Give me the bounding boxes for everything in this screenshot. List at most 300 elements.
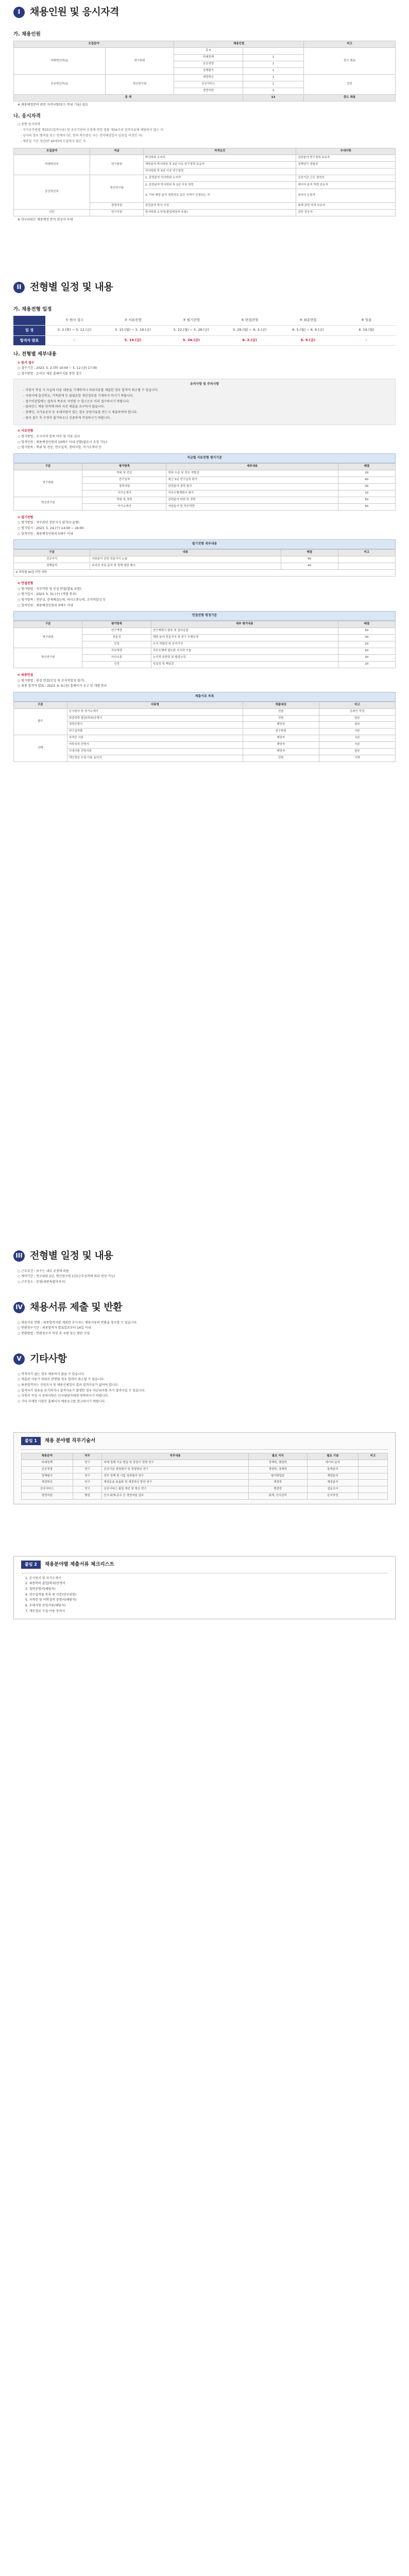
section-title: 전형별 일정 및 내용 (30, 281, 113, 293)
table-cell: 학위 및 전공 (82, 470, 166, 477)
step-label: ④ 면접전형 (220, 316, 279, 326)
col-header: 필요 기술 (307, 1453, 359, 1460)
subheading: 나. 응시자격 (13, 113, 41, 119)
col-header: 채용분야 (22, 1453, 73, 1460)
table-cell: 연구 (73, 1480, 102, 1486)
table-cell: 개인정보 수집·이용 동의서 (67, 755, 243, 762)
table-cell: 인턴 (14, 210, 90, 216)
table-cell: 의사소통 (82, 654, 151, 661)
table-cell: 20 (338, 470, 395, 477)
text-line: ○ 기타 자세한 사항은 홈페이지 채용공고를 참고하시기 바랍니다. (18, 1399, 106, 1403)
text-line: ○ 공통 응시자격 (18, 123, 40, 127)
table-cell: 행정학 (248, 1486, 307, 1493)
table-cell: 정책평가 (22, 1473, 73, 1480)
table-cell (359, 1480, 388, 1486)
notice-line: - 원서 접수 후 수정이 불가하오니 신중하게 작성하시기 바랍니다. (23, 416, 111, 420)
section-header (13, 1298, 396, 1321)
table-cell: 해당자 (243, 722, 319, 728)
attachment-box (13, 1432, 396, 1504)
table-cell: 연구위원 (14, 470, 82, 497)
table-cell: 데이터 분석 (307, 1460, 359, 1466)
col-header: 배점 (338, 463, 395, 470)
table-cell: 정부 정책 및 사업 성과평가 연구 (102, 1473, 248, 1480)
list-item: 1. 응시원서 및 자기소개서 (25, 1576, 61, 1580)
table-cell: 인턴 (304, 75, 396, 95)
section-title: 기타사항 (30, 1353, 67, 1364)
table-cell: 직무역량 (82, 648, 151, 654)
table-cell: 자격증 사본 (67, 735, 243, 742)
col-header: 비고 (304, 41, 396, 48)
notice-line: - 장애인, 국가유공자 등 우대사항이 있는 경우 증빙서류를 반드시 제출하여야 합니다. (23, 411, 138, 414)
table-cell (359, 1493, 388, 1500)
table-cell: 3 (243, 88, 304, 95)
text-line: ○ 계약기간 : 연구위원 2년, 혁신연구원 1년(근무성적에 따라 연장 가능) (18, 1275, 115, 1279)
table-cell: 1 (243, 68, 304, 75)
table-cell: 연구 (73, 1486, 102, 1493)
table-cell: 공공서비스 (174, 81, 243, 88)
table-caption: 제출서류 목록 (13, 692, 396, 702)
table-cell: 데이터 분석 역량 보유자 (296, 182, 396, 189)
col-header: 모집분야 (14, 41, 174, 48)
table-cell: 원본 (319, 722, 395, 728)
table-cell (359, 1486, 388, 1493)
schedule-cell: 5. 15.(월) ~ 5. 19.(금) (104, 326, 162, 335)
table-cell: 재정혁신 (174, 75, 243, 81)
table-cell (359, 1460, 388, 1466)
col-header: 모집분야 (14, 148, 90, 155)
table-cell (359, 1466, 388, 1473)
step-heading: ④ 면접전형 (18, 581, 33, 585)
table-cell: 문서작성 (307, 1493, 359, 1500)
step-label: ① 원서 접수 (45, 316, 104, 326)
headcount-table (13, 41, 396, 101)
table-cell: 1 (243, 61, 304, 68)
schedule-cell: - (45, 336, 104, 346)
table-cell: 재정혁신 (22, 1480, 73, 1486)
table-cell: 해당자 (243, 742, 319, 749)
table-cell: 통계분석 (307, 1466, 359, 1473)
table-cell (338, 556, 395, 563)
col-header: 구분 (14, 702, 67, 708)
table-cell: 공공혁신부(1) (14, 75, 106, 95)
text-line: ○ 평가방법 : 직무역량 및 인성 면접(발표 포함) (18, 587, 81, 591)
text-line: ○ 평가방법 : 직무관련 전문지식 평가(논술형) (18, 521, 80, 525)
subheading: 가. 채용인원 (13, 31, 41, 37)
col-header: 채용인원 (174, 41, 304, 48)
notice-line: - 블라인드 채용 원칙에 따라 사진 제출을 요구하지 않습니다. (23, 405, 105, 409)
table-cell: 해당 분야 전문지식 및 연구 수행능력 (151, 634, 338, 641)
table-cell: 공공서비스 (22, 1486, 73, 1493)
table-cell: 미래 정책 이슈 발굴 및 중장기 전략 연구 (102, 1460, 248, 1466)
section-conditions (0, 1247, 409, 1286)
table-cell: 총 5 (174, 48, 243, 55)
table-cell: 경영지원 (22, 1493, 73, 1500)
list-item: 5. 자격증 및 어학성적 증명서(해당자) (25, 1598, 77, 1602)
step-heading: ③ 필기전형 (18, 515, 33, 519)
col-header: 직무 (73, 1453, 102, 1460)
table-cell: 공공서비스 품질 개선 및 혁신 연구 (102, 1486, 248, 1493)
attachment-tag: 붙임 1 (21, 1437, 41, 1445)
notice-line: - 접수마감일에는 접속자 폭주로 지연될 수 있으므로 미리 접수하시기 바랍니다. (23, 399, 130, 403)
table-cell: 공공경영 (174, 61, 243, 68)
table-cell: 관련분야 경력 평가 (166, 483, 338, 490)
table-cell: 2. 관련분야 학사학위 후 2년 이상 경력 (143, 182, 296, 189)
table-cell: 어학성적 증명서 (67, 742, 243, 749)
attachment-title: 채용 분야별 직무기술서 (44, 1437, 96, 1444)
table-cell: 연구실적물 (67, 728, 243, 735)
section-title: 전형별 일정 및 내용 (30, 1250, 113, 1261)
table-cell: 최근 5년 연구실적 평가 (166, 477, 338, 483)
table-cell: 경력사항 (82, 483, 166, 490)
table-cell: 정책연구 경험자 (296, 162, 396, 168)
row-header (13, 316, 45, 326)
attachment-header (21, 1437, 388, 1445)
attachment-header (21, 1561, 388, 1569)
table-cell: 60 (281, 556, 338, 563)
col-header: 필요 지식 (248, 1453, 307, 1460)
section-schedule (0, 278, 409, 762)
text-line: ○ 평가방법 : 원장 면접(인성 및 조직적합성 평가) (18, 679, 84, 683)
table-cell: 정책평가 (174, 68, 243, 75)
table-cell (338, 563, 395, 569)
list-item: 7. 개인정보 수집·이용 동의서 (25, 1609, 65, 1613)
schedule-grid (13, 316, 396, 345)
table-cell: 20 (338, 661, 395, 668)
table-cell: 주어진 자료 분석 및 정책 대안 제시 (90, 563, 281, 569)
table-cell: 인성 (82, 661, 151, 668)
table-cell: 자기소개서 (82, 503, 166, 510)
section-header (13, 278, 396, 301)
table-cell: 석사학위 후 5년 이상 연구경력 (143, 168, 296, 175)
attachment-1 (0, 1432, 409, 1504)
col-header: 세부 평가내용 (151, 621, 338, 628)
table-cell: 재정운용 효율화 및 재정혁신 방안 연구 (102, 1480, 248, 1486)
table-cell: 미래혁신부(1) (14, 48, 106, 75)
table-cell: 전공지식 (14, 556, 90, 563)
table-cell: 경영지원 (90, 202, 144, 209)
section-number-badge: IV (13, 1302, 25, 1313)
table-cell: 응시원서 및 자기소개서 (67, 708, 243, 715)
table-row (22, 1486, 388, 1493)
text-line: ○ 적격자가 없는 경우 채용하지 않을 수 있습니다. (18, 1372, 85, 1376)
interview-table (13, 621, 396, 668)
col-header: 평가항목 (82, 621, 151, 628)
table-row (22, 1493, 388, 1500)
table-cell: 50 (338, 503, 395, 510)
notice-line: - 지원서에 출신학교, 가족관계 등 불필요한 개인정보를 기재하지 마시기 바랍니다. (23, 394, 134, 398)
table-cell: 1 (243, 75, 304, 81)
section-header (13, 1350, 396, 1372)
table-cell: 미래정책 (174, 55, 243, 61)
table-cell: 논리적 표현력 및 협업능력 (151, 654, 338, 661)
text-line: ○ 반환청구기간 : 최종합격자 발표일로부터 14일 이내 (18, 1326, 91, 1330)
table-note: ※ 연구위원은 채용예정 분야 전공자 우대 (18, 218, 73, 222)
step-label: ⑥ 임용 (337, 316, 396, 326)
table-cell: 우대사항 증빙서류 (67, 749, 243, 755)
text-line: ○ 제출된 서류가 허위로 판명될 경우 합격이 취소될 수 있습니다. (18, 1378, 105, 1382)
table-cell: 연구위원 (14, 628, 82, 648)
table-cell: 50 (338, 497, 395, 503)
table-cell: 계량분석 (307, 1473, 359, 1480)
text-line: ○ 합격인원 : 채용예정인원의 3배수 이내 (18, 603, 73, 607)
table-cell: 최종학력 졸업(학위)증명서 (67, 715, 243, 722)
total-cell: 총 계 (14, 95, 243, 101)
table-cell: 10 (338, 490, 395, 497)
step-label: ② 서류전형 (104, 316, 162, 326)
text-line: ○ 평가일시 : 2023. 5. 31.(수) (개별 통보) (18, 592, 77, 597)
table-cell: 해당분야 박사학위 후 3년 이상 연구경력 보유자 (143, 162, 296, 168)
col-header: 자격요건 (143, 148, 296, 155)
col-header: 비고 (338, 550, 395, 556)
table-cell: 50 (338, 628, 395, 635)
table-cell: 성실성 및 책임감 (151, 661, 338, 668)
attachment-tag: 붙임 2 (21, 1561, 41, 1569)
table-cell: 전원 (243, 715, 319, 722)
table-note: ※ 채용예정분야 관련 자격사항(또는 학위 기술) 필요 (18, 103, 89, 107)
table-cell: 연구위원 (243, 728, 319, 735)
text-line: ○ 최종합격자는 신원조사 및 채용신체검사 결과 결격사유가 없어야 합니다. (18, 1383, 119, 1387)
table-cell: 경력증명서 (67, 722, 243, 728)
section-number-badge: I (13, 7, 25, 18)
row-header: 합격자 발표 (13, 336, 45, 346)
table-cell: 선택 (14, 735, 67, 762)
col-header: 비고 (359, 1453, 388, 1460)
table-cell: 1 (243, 55, 304, 61)
table-cell: 온라인 작성 (319, 708, 395, 715)
table-cell: 공공기관 경영평가 및 경영혁신 연구 (102, 1466, 248, 1473)
table-cell: 연구실적 (82, 477, 166, 483)
table-caption: 면접전형 평정기준 (13, 611, 396, 621)
list-item: 4. 연구실적물 목록 및 사본(연구위원) (25, 1592, 77, 1597)
table-cell: 사본 (319, 742, 395, 749)
table-cell: 회계 관련 자격 보유자 (296, 202, 396, 209)
step-label: ③ 필기전형 (162, 316, 220, 326)
table-cell: 연구계획서 발표 및 질의응답 (151, 628, 338, 635)
table-cell (359, 1473, 388, 1480)
section-header (13, 1247, 396, 1269)
table-cell: 직무수행에 필요한 지식과 기술 (151, 648, 338, 654)
text-line: ○ 접수기간 : 2023. 5. 2.(화) 10:00 ~ 5. 12.(금) 17:00 (18, 366, 97, 370)
text-line: ○ 합격자가 임용을 포기하거나 결격사유가 발생한 경우 차순위자를 추가 합격시킬 수 있습니다. (18, 1388, 146, 1393)
col-header: 평가항목 (82, 463, 166, 470)
table-cell: 관련분야 학사 이상 (143, 202, 296, 209)
section-recruitment (0, 3, 409, 224)
table-cell: 경영학, 경제학 (248, 1466, 307, 1473)
list-item: 2. 최종학력 졸업(학위)증명서 (25, 1582, 65, 1586)
table-row (22, 1480, 388, 1486)
table-cell: 전원 (243, 708, 319, 715)
col-header: 서류명 (67, 702, 243, 708)
table-cell: 사본 (319, 728, 395, 735)
step-heading: ⑤ 최종면접 (18, 673, 33, 677)
col-header: 내용 (90, 550, 281, 556)
schedule-cell: 5. 29.(월) ~ 6. 2.(금) (220, 326, 279, 335)
table-cell: 지원분야 관련 전문지식 논술 (90, 556, 281, 563)
table-cell: 설문조사 (307, 1486, 359, 1493)
col-header: 배점 (281, 550, 338, 556)
schedule-cell: 5. 26.(금) (162, 336, 220, 346)
table-cell: 30 (338, 483, 395, 490)
table-cell: 인사·회계·총무 등 경영지원 업무 (102, 1493, 248, 1500)
text-line: - 남자의 경우 병역필 또는 면제자 (단, 현역 복무중인 자는 전역예정일이 임용일 이전인 자) (21, 133, 143, 138)
schedule-cell: - (337, 336, 396, 346)
col-header: 우대사항 (296, 148, 396, 155)
table-cell: 20 (338, 641, 395, 648)
divider (21, 1449, 388, 1450)
table-cell: 혁신연구원 (14, 497, 82, 510)
table-cell: 연구 (73, 1473, 102, 1480)
table-cell: 연구지원 (90, 210, 144, 216)
table-caption: 직급별 서류전형 평가기준 (13, 453, 396, 463)
section-number-badge: III (13, 1250, 25, 1262)
list-item: 6. 우대사항 증빙서류(해당자) (25, 1604, 65, 1608)
col-header: 세부내용 (166, 463, 338, 470)
text-line: ○ 평가항목 : 전문성, 문제해결능력, 의사소통능력, 조직적합성 등 (18, 598, 106, 602)
section-number-badge: II (13, 282, 25, 293)
table-cell: 사본 (319, 735, 395, 742)
col-header: 제출대상 (243, 702, 319, 708)
text-line: ○ 평가방법 : 응시자격 충족 여부 및 서류 심사 (18, 435, 80, 439)
total-cell: 13 (243, 95, 304, 101)
section-other (0, 1350, 409, 1405)
schedule-cell: 6. 5.(월) ~ 6. 9.(금) (279, 326, 337, 335)
col-header: 배점 (338, 621, 395, 628)
table-cell: 해당자 (243, 735, 319, 742)
total-cell: 중도 채용 (304, 95, 396, 101)
col-header: 구분 (14, 621, 82, 628)
schedule-cell: 5. 19.(금) (104, 336, 162, 346)
table-row (22, 1466, 388, 1473)
table-cell: 1 (243, 81, 304, 88)
checklist (21, 1577, 388, 1614)
table-cell (296, 168, 396, 175)
text-line: ○ 평가항목 : 학위 및 전공, 연구실적, 경력사항, 자기소개서 등 (18, 446, 102, 450)
job-description-table (21, 1453, 388, 1500)
table-cell: 자기소개서 (82, 490, 166, 497)
table-cell: 해당자 (243, 749, 319, 755)
table-cell: 1. 관련분야 석사학위 소지자 (143, 175, 296, 182)
text-line: ○ 근무장소 : 본원(세종특별자치시) (18, 1280, 66, 1284)
step-heading: ① 원서 접수 (18, 361, 35, 365)
table-cell: 평가방법론 (248, 1473, 307, 1480)
table-cell: 중도 채용 (304, 48, 396, 75)
notice-line: - 지원서 작성 시 사실과 다른 내용을 기재하거나 허위서류를 제출한 경우 합격이 취소될 수 있습니다. (23, 388, 159, 393)
table-cell: 재정분석 (307, 1480, 359, 1486)
table-cell: 연구역량 (82, 628, 151, 635)
notice-title: 유의사항 및 주의사항 (190, 382, 219, 386)
table-cell: 경영지원 (174, 88, 243, 95)
table-row (22, 1460, 388, 1466)
table-cell: 공공경영 (22, 1466, 73, 1473)
table-cell: 연구위원 (90, 155, 144, 175)
schedule-cell: 6. 9.(금) (279, 336, 337, 346)
table-cell: 학위 및 경력 (82, 497, 166, 503)
table-cell: 서명 (319, 755, 395, 762)
text-line: ○ 채용서류 반환 : 최종합격자를 제외한 응시자는 채용서류의 반환을 청구할 수 있습니다. (18, 1320, 138, 1325)
table-cell: 원본 (319, 715, 395, 722)
table-cell: 외국어 능통자 (296, 189, 396, 202)
attachment-box (13, 1556, 396, 1619)
table-cell: 연구위원 (105, 48, 174, 75)
table-cell: 조직 적합성 및 공직가치 (151, 641, 338, 648)
table-cell: 지원동기 및 직무역량 (166, 503, 338, 510)
table-cell: 연구 (73, 1466, 102, 1473)
text-line: ○ 반환방법 : 반환청구서 작성 후 우편 또는 방문 수령 (18, 1331, 90, 1335)
table-cell: 공공기관 근무 경력자 (296, 175, 396, 182)
list-item: 3. 경력증명서(해당자) (25, 1587, 56, 1591)
text-line: ○ 합격인원 : 채용예정인원의 10배수 이내 선발(필요시 조정 가능) (18, 440, 107, 444)
table-cell: 40 (338, 477, 395, 483)
table-cell: 필수 (14, 708, 67, 735)
table-cell: 정책분석 (14, 563, 90, 569)
table-cell: 혁신연구원 (105, 75, 174, 95)
text-line: ○ 근무조건 : 보수는 내부 규정에 따름 (18, 1269, 69, 1273)
table-cell: 재정학 (248, 1480, 307, 1486)
attachment-title: 채용분야별 제출서류 체크리스트 (44, 1561, 114, 1567)
table-cell: 전문성 (82, 634, 151, 641)
col-header: 구분 (14, 463, 82, 470)
text-line: ○ 접수방법 : 온라인 채용 홈페이지를 통한 접수 (18, 371, 82, 376)
table-cell: ※ 과목별 40점 미만 과락 (14, 569, 396, 576)
schedule-cell: 5. 2.(화) ~ 5. 12.(금) (45, 326, 104, 335)
text-line: ○ 지원서 작성 시 문의사항은 인사담당자에게 연락하시기 바랍니다. (18, 1394, 109, 1398)
section-header (13, 3, 396, 26)
table-cell: 3. 기타 해당 분야 경력자로 동등 자격이 인정되는 자 (143, 189, 296, 202)
section-title: 채용서류 제출 및 반환 (30, 1301, 123, 1313)
col-header: 구분 (14, 550, 90, 556)
table-cell: 직무수행계획서 평가 (166, 490, 338, 497)
text-line: ○ 합격인원 : 채용예정인원의 5배수 이내 (18, 532, 73, 536)
table-cell: 미래정책 (22, 1460, 73, 1466)
table-cell: 30 (338, 654, 395, 661)
documents-table (13, 702, 396, 762)
table-cell: 박사학위 소지자 (143, 155, 296, 162)
table-cell: 행정 (73, 1493, 102, 1500)
table-cell: 30 (338, 634, 395, 641)
table-cell: 관련 전공자 (296, 210, 396, 216)
text-line: ○ 최종 합격자 발표 : 2023. 6. 9.(금) 홈페이지 공고 및 개별 통보 (18, 684, 107, 688)
subheading: 가. 채용전형 일정 (13, 306, 52, 312)
table-row (22, 1473, 388, 1480)
schedule-cell: 6. 19.(월) (337, 326, 396, 335)
section-return (0, 1298, 409, 1337)
col-header: 비고 (319, 702, 395, 708)
table-cell: 관련분야 학위 및 경력 (166, 497, 338, 503)
table-cell: 혁신연구원 (90, 175, 144, 203)
section-title: 채용인원 및 응시자격 (30, 6, 119, 18)
subheading: 나. 전형별 세부내용 (13, 351, 57, 357)
table-cell (243, 48, 304, 55)
attachment-2 (0, 1556, 409, 1619)
table-cell: 미래혁신부 (14, 155, 90, 175)
text-line: - 채용일 기준 정년(만 60세)에 도달하지 않은 자 (21, 139, 86, 143)
table-cell: 회계, 인사관리 (248, 1493, 307, 1500)
table-cell: 공공혁신부 (14, 175, 90, 210)
table-cell: 학사학위 소지자(졸업예정자 포함) (143, 210, 296, 216)
text-line: ○ 평가일시 : 2023. 5. 24.(수) 14:00 ~ 16:00 (18, 526, 84, 530)
table-caption: 필기전형 세부내용 (13, 539, 396, 549)
schedule-cell: 5. 22.(월) ~ 5. 26.(금) (162, 326, 220, 335)
table-cell: 40 (281, 563, 338, 569)
step-label: ⑤ 최종면접 (279, 316, 337, 326)
table-cell: 원본 (319, 749, 395, 755)
row-header: 일 정 (13, 326, 45, 335)
table-cell: 50 (338, 648, 395, 654)
table-cell: 연구 (73, 1460, 102, 1466)
table-cell: 정책학, 행정학 (248, 1460, 307, 1466)
qualification-table (13, 148, 396, 216)
section-number-badge: V (13, 1353, 25, 1365)
